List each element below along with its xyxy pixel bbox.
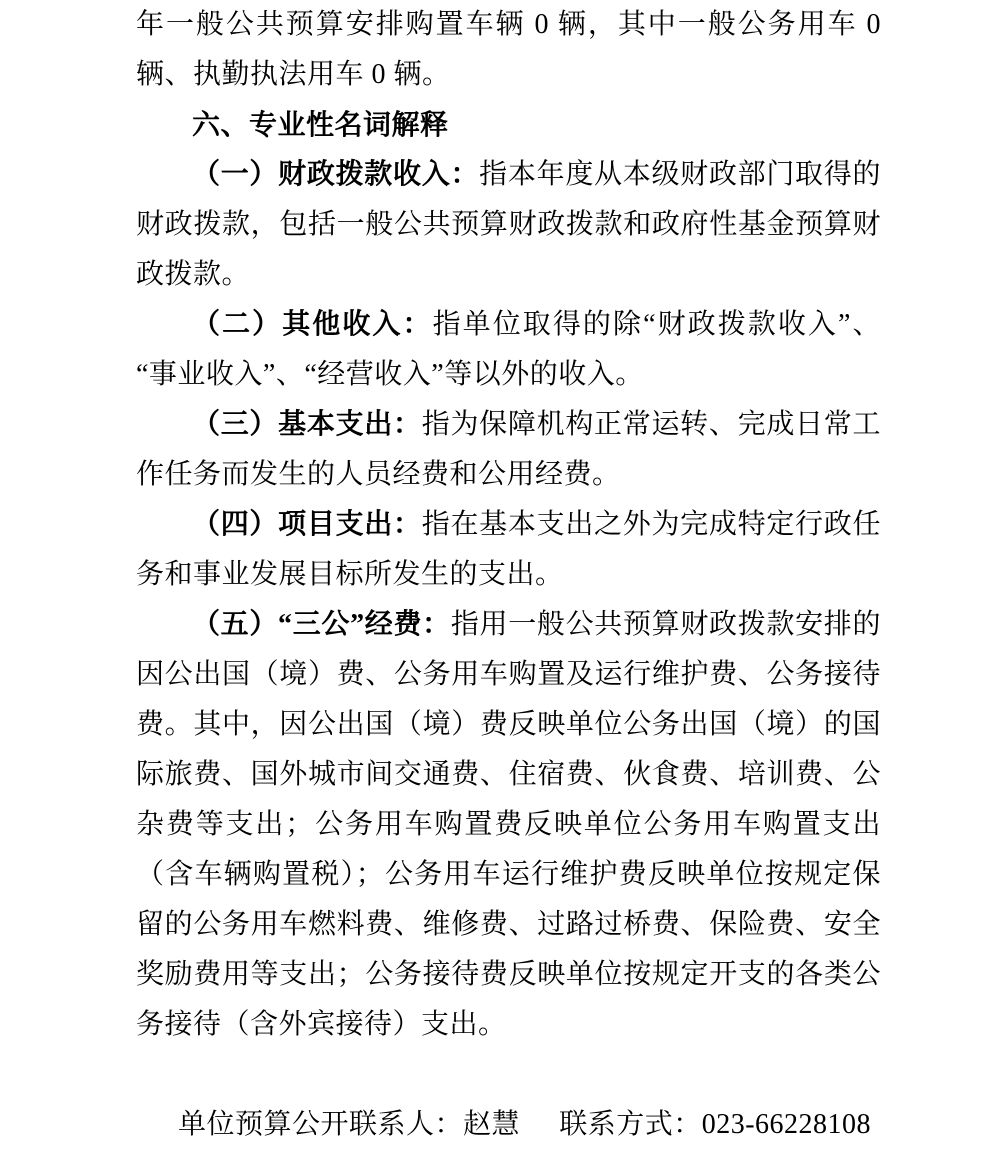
contact-phone-label: 联系方式：: [559, 1109, 702, 1140]
contact-person-name: 赵慧: [463, 1109, 521, 1140]
definition-term: （二）其他收入：: [192, 309, 433, 340]
contact-phone-number: 023-66228108: [701, 1109, 872, 1140]
definition-paragraph-fiscal-appropriation-income: [136, 150, 881, 300]
definition-term: （五）“三公”经费：: [192, 609, 451, 640]
vehicle-purchase-continuation-paragraph: 年一般公共预算安排购置车辆 0 辆，其中一般公务用车 0 辆、执勤执法用车 0 辆。: [136, 9, 881, 90]
definition-text: 指本年度从本级财政部门取得的财政拨款，包括一般公共预算财政拨款和政府性基金预算财政拨款。: [136, 159, 881, 290]
definition-term: （三）基本支出：: [192, 409, 422, 440]
definition-text: 指单位取得的除“财政拨款收入”、“事业收入”、“经营收入”等以外的收入。: [136, 309, 881, 390]
definition-paragraph-basic-expenditure: [136, 400, 881, 500]
definition-term: （一）财政拨款收入：: [192, 159, 480, 190]
definition-paragraph-other-income: [136, 300, 881, 400]
definition-paragraph-project-expenditure: [136, 500, 881, 600]
definition-text: 指在基本支出之外为完成特定行政任务和事业发展目标所发生的支出。: [136, 509, 881, 590]
contact-person-label: 单位预算公开联系人：: [178, 1109, 464, 1140]
definition-text: 指为保障机构正常运转、完成日常工作任务而发生的人员经费和公用经费。: [136, 409, 881, 490]
section-heading: 六、专业性名词解释: [192, 109, 449, 140]
definition-text: 指用一般公共预算财政拨款安排的因公出国（境）费、公务用车购置及运行维护费、公务接待费。其中，因公出国（境）费反映单位公务出国（境）的国际旅费、国外城市间交通费、住宿费、伙食费、培训费、公杂费等支出；公务用车购置费反映单位公务用车购置支出（含车辆购置税）；公务用车运行维护费反映单位按规定保留的公务用车燃料费、维修费、过路过桥费、保险费、安全奖励费用等支出；公务接待费反映单位按规定开支的各类公务接待（含外宾接待）支出。: [136, 609, 881, 1040]
contact-line: [136, 1100, 881, 1150]
definition-term: （四）项目支出：: [192, 509, 422, 540]
definition-paragraph-three-public-funds: [136, 600, 881, 1050]
